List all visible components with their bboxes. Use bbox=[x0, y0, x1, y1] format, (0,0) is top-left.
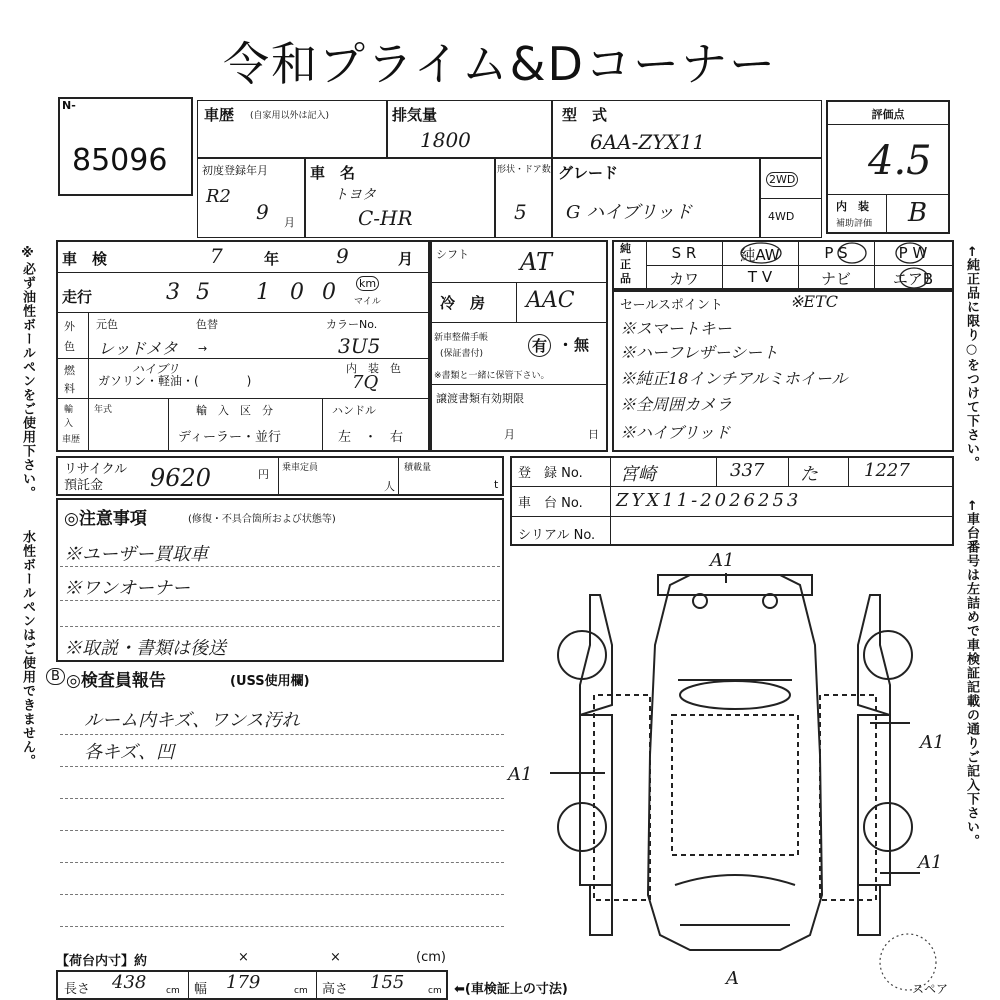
registration-class: 337 bbox=[730, 460, 765, 481]
score-label: 評価点 bbox=[871, 108, 905, 121]
manual-label-1: 新車整備手帳 bbox=[434, 333, 489, 343]
capacity-unit: 人 bbox=[384, 480, 395, 493]
manual-yes: 有 bbox=[528, 334, 551, 357]
capacity-label: 乗車定員 bbox=[282, 463, 319, 473]
damage-mark-front: A1 bbox=[710, 550, 735, 571]
interior-color-label: 内 装 色 bbox=[346, 362, 401, 375]
notes-label: ◎注意事項 bbox=[64, 509, 147, 529]
first-reg-label: 初度登録年月 bbox=[202, 164, 268, 177]
model-label: 型 式 bbox=[562, 106, 608, 124]
inspector-line-2: 各キズ、凹 bbox=[84, 742, 175, 763]
handle-label: ハンドル bbox=[332, 404, 376, 417]
lot-number: 85096 bbox=[72, 143, 168, 178]
sales-item-2: ※ハーフレザーシート bbox=[620, 343, 779, 362]
mileage-digit-1: 3 bbox=[166, 280, 180, 305]
history-label: 車歴 bbox=[204, 106, 235, 124]
color-label-2: 色 bbox=[64, 340, 75, 353]
interior-label-2: 補助評価 bbox=[836, 219, 873, 229]
genuine-navi: ナビ bbox=[820, 270, 851, 288]
manual-no: 無 bbox=[574, 336, 590, 354]
shaken-year: 7 bbox=[210, 244, 223, 268]
score-value: 4.5 bbox=[868, 138, 932, 184]
registration-kana: た bbox=[800, 464, 818, 485]
mileage-label: 走行 bbox=[62, 288, 93, 306]
doors-value: 5 bbox=[514, 200, 527, 224]
damage-mark-rear: A bbox=[726, 968, 739, 989]
genuine-label-3: 品 bbox=[620, 272, 631, 285]
height-unit: cm bbox=[428, 986, 442, 996]
spare-label: スペア bbox=[912, 982, 949, 996]
genuine-label-2: 正 bbox=[620, 258, 631, 271]
cargo-label: 【荷台内寸】約 bbox=[56, 954, 148, 969]
interior-score: B bbox=[908, 198, 928, 228]
shaken-label: 車 検 bbox=[62, 250, 108, 268]
left-side-note-2: 水性ボールペンはご使用できません。 bbox=[20, 530, 35, 768]
notes-line-3: ※取説・書類は後送 bbox=[64, 638, 226, 659]
notes-sub: (修復・不具合箇所および状態等) bbox=[188, 514, 336, 525]
color-orig-value: レッドメタ bbox=[98, 339, 178, 358]
serial-label: シリアル No. bbox=[518, 528, 596, 543]
color-change-label: 色替 bbox=[196, 318, 218, 331]
interior-label-1: 内 装 bbox=[836, 200, 869, 213]
width-value: 179 bbox=[226, 972, 261, 993]
left-side-note-1: ※必ず油性ボールペンをご使用下さい。 bbox=[20, 246, 35, 500]
color-orig-label: 元色 bbox=[96, 318, 118, 331]
length-value: 438 bbox=[112, 972, 147, 993]
inspector-line-1: ルーム内キズ、ワンス汚れ bbox=[84, 710, 300, 731]
chassis-value: ZYX11-2026253 bbox=[616, 490, 802, 511]
grade-value: G ハイブリッド bbox=[566, 202, 693, 223]
mileage-digit-5: 0 bbox=[322, 280, 336, 305]
registration-area: 宮崎 bbox=[620, 464, 656, 485]
sales-item-3: ※純正18インチアルミホイール bbox=[620, 369, 848, 388]
fuel-options: ガソリン・軽油・( ) bbox=[98, 374, 252, 388]
damage-mark-left: A1 bbox=[508, 764, 533, 785]
first-reg-era: R2 bbox=[206, 186, 232, 207]
import-year-label: 年式 bbox=[94, 405, 113, 415]
color-code-value: 3U5 bbox=[338, 334, 381, 358]
sales-item-1: ※スマートキー bbox=[620, 319, 732, 338]
cargo-x1: × bbox=[238, 950, 249, 965]
cargo-x2: × bbox=[330, 950, 341, 965]
cargo-unit: (cm) bbox=[416, 950, 446, 965]
history-note: (自家用以外は記入) bbox=[250, 111, 330, 121]
sales-item-4: ※全周囲カメラ bbox=[620, 395, 733, 414]
width-unit: cm bbox=[294, 986, 308, 996]
fuel-label-2: 料 bbox=[64, 382, 75, 395]
shaken-month-unit: 月 bbox=[398, 250, 414, 268]
lot-label: N- bbox=[62, 99, 76, 112]
genuine-circles bbox=[612, 240, 954, 290]
chassis-label: 車 台 No. bbox=[518, 496, 583, 511]
right-side-note-2: ←車台番号は左詰めで車検証記載の通りご記入下さい。 bbox=[964, 500, 979, 848]
sales-label: セールスポイント bbox=[620, 298, 723, 313]
genuine-aw: 純AW bbox=[740, 246, 780, 264]
manual-sep: ・ bbox=[558, 336, 574, 354]
recycle-label-1: リサイクル bbox=[64, 462, 128, 477]
genuine-ps: P S bbox=[824, 244, 848, 262]
recycle-value: 9620 bbox=[150, 464, 212, 492]
color-code-label: カラーNo. bbox=[326, 318, 378, 331]
color-label-1: 外 bbox=[64, 320, 75, 333]
import-class-value: ディーラー・並行 bbox=[178, 430, 281, 445]
right-side-note-1: ←純正品に限り○をつけて下さい。 bbox=[964, 246, 979, 470]
mileage-digit-2: 5 bbox=[196, 280, 210, 305]
manual-note: ※書類と一緒に保管下さい。 bbox=[434, 371, 550, 381]
lot-box bbox=[58, 97, 193, 196]
transfer-month: 月 bbox=[504, 428, 515, 441]
shift-value: AT bbox=[520, 248, 553, 276]
transfer-label: 譲渡書類有効期限 bbox=[436, 392, 524, 405]
genuine-sr: S R bbox=[671, 244, 697, 262]
fuel-label-1: 燃 bbox=[64, 364, 75, 377]
fuel-selected: ハイブリ bbox=[132, 362, 180, 376]
notes-line-1: ※ユーザー買取車 bbox=[64, 544, 208, 565]
car-diagram bbox=[540, 555, 960, 1000]
inspector-label: ◎検査員報告 bbox=[66, 671, 166, 691]
length-label: 長さ bbox=[64, 982, 91, 997]
registration-number: 1227 bbox=[864, 460, 910, 481]
notes-line-2: ※ワンオーナー bbox=[64, 578, 190, 599]
car-name: C-HR bbox=[358, 206, 413, 230]
doors-label: 形状・ドア数 bbox=[497, 165, 551, 175]
recycle-unit: 円 bbox=[258, 468, 269, 481]
car-name-label: 車 名 bbox=[310, 164, 356, 182]
import-class-label: 輸 入 区 分 bbox=[196, 404, 273, 417]
genuine-pw: P W bbox=[898, 244, 928, 262]
mileage-digit-4: 0 bbox=[290, 280, 304, 305]
mileage-unit-mile: マイル bbox=[354, 297, 381, 307]
score-box bbox=[826, 100, 950, 234]
manual-label-2: (保証書付) bbox=[440, 349, 484, 359]
sales-etc: ※ETC bbox=[790, 292, 838, 311]
first-reg-month-unit: 月 bbox=[284, 216, 295, 229]
first-reg-month: 9 bbox=[256, 200, 269, 224]
width-label: 幅 bbox=[194, 982, 208, 997]
handle-value: 左 ・ 右 bbox=[338, 430, 404, 445]
height-value: 155 bbox=[370, 972, 405, 993]
genuine-airbag: エアB bbox=[892, 270, 934, 288]
grade-label: グレード bbox=[558, 164, 619, 182]
load-unit: t bbox=[494, 478, 499, 491]
height-label: 高さ bbox=[322, 982, 349, 997]
damage-mark-right-rear: A1 bbox=[918, 852, 943, 873]
sales-item-5: ※ハイブリッド bbox=[620, 423, 731, 442]
displacement-value: 1800 bbox=[420, 128, 471, 152]
inspector-mark: B bbox=[46, 668, 65, 685]
import-label-1: 輸 bbox=[64, 405, 74, 415]
dims-note: ⬅(車検証上の寸法) bbox=[454, 982, 568, 997]
inspector-sub: (USS使用欄) bbox=[230, 674, 310, 689]
genuine-leather: カワ bbox=[668, 270, 699, 288]
ac-label: 冷 房 bbox=[440, 294, 486, 312]
import-label-3: 車歴 bbox=[62, 435, 81, 445]
color-arrow: → bbox=[198, 342, 208, 355]
genuine-label-1: 純 bbox=[620, 242, 631, 255]
ac-value: AAC bbox=[526, 288, 575, 313]
recycle-label-2: 預託金 bbox=[64, 478, 104, 493]
damage-mark-right-front: A1 bbox=[920, 732, 945, 753]
shaken-month: 9 bbox=[336, 244, 349, 268]
mileage-unit-km: km bbox=[356, 276, 379, 291]
drive-2wd: 2WD bbox=[766, 172, 798, 187]
shaken-year-unit: 年 bbox=[264, 250, 280, 268]
drive-4wd: 4WD bbox=[768, 210, 795, 223]
mileage-digit-3: 1 bbox=[256, 280, 270, 305]
shift-label: シフト bbox=[436, 248, 469, 261]
length-unit: cm bbox=[166, 986, 180, 996]
load-label: 積載量 bbox=[404, 463, 432, 473]
genuine-tv: T V bbox=[747, 268, 773, 286]
transfer-day: 日 bbox=[588, 428, 599, 441]
registration-label: 登 録 No. bbox=[518, 466, 583, 481]
model-value: 6AA-ZYX11 bbox=[590, 130, 706, 154]
car-maker: トヨタ bbox=[334, 187, 376, 203]
interior-color-value: 7Q bbox=[352, 372, 379, 393]
import-label-2: 入 bbox=[64, 419, 74, 429]
displacement-label: 排気量 bbox=[392, 106, 438, 124]
page-title: 令和プライム&Dコーナー bbox=[223, 37, 777, 91]
